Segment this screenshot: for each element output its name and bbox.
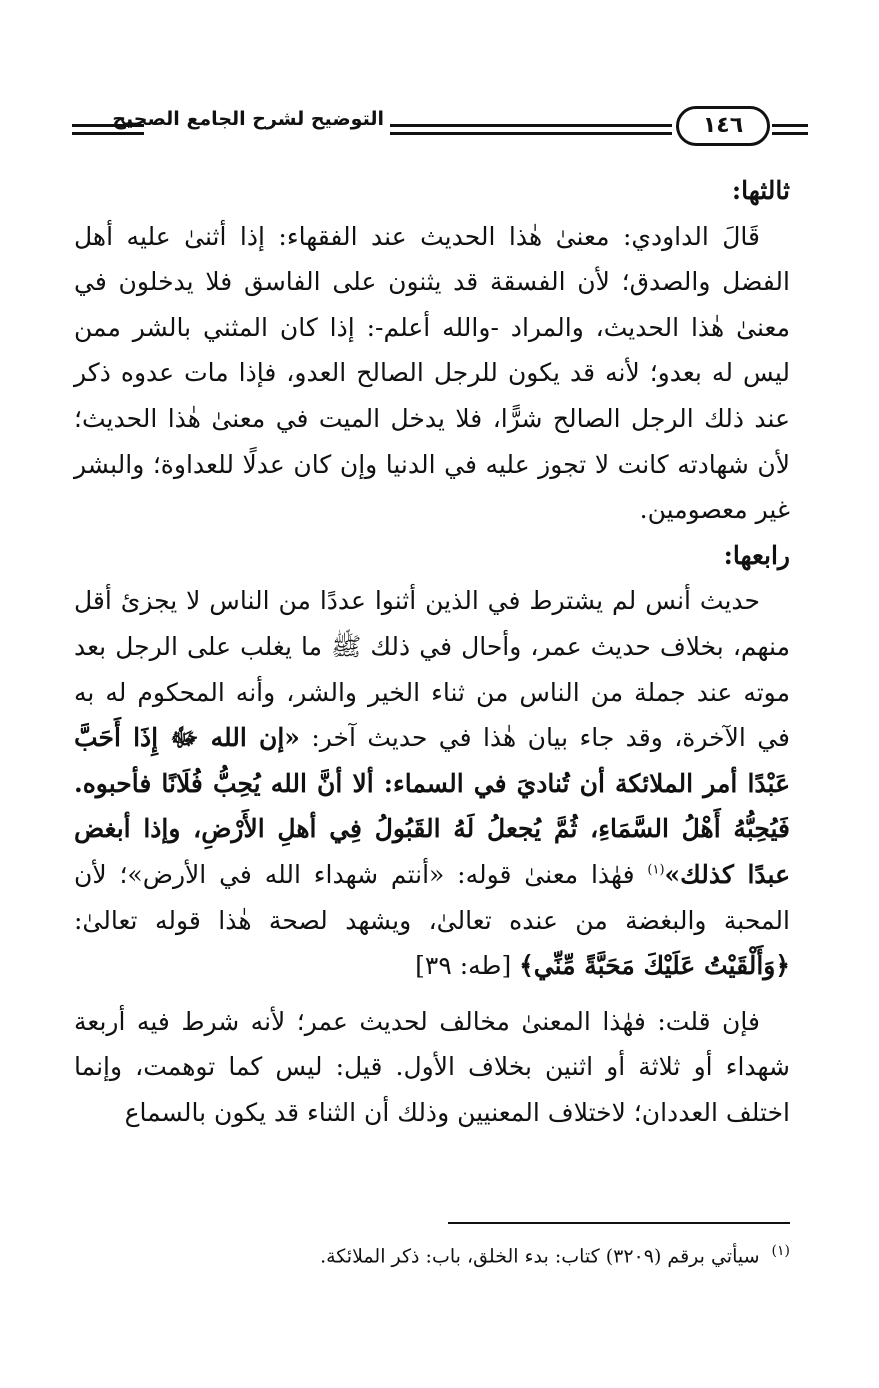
section-heading-fourth: رابعها:	[723, 540, 790, 570]
paragraph-text: فهٰذا معنىٰ قوله:	[444, 859, 648, 889]
hadith-quote: «إن الله ﷻ إِذَا أَحَبَّ عَبْدًا أمر الملائكة أن تُناديَ في السماء: ألا أنَّ الله يُحِبُّ فُلَانًا فأحبوه. فَيُحِبُّهُ أَهْلُ السَّمَاءِ، ثُمَّ يُجعلُ لَهُ القَبُولُ فِي أهلِ الأَرْضِ، وإذا أبغض عبدًا كذلك»	[74, 723, 790, 889]
header-rule	[390, 132, 672, 135]
paragraph-objection: فإن قلت: فهٰذا المعنىٰ مخالف لحديث عمر؛ لأنه شرط فيه أربعة شهداء أو ثلاثة أو اثنين بخلاف الأول. قيل: ليس كما توهمت، وإنما اختلف العددان؛ لاختلاف المعنيين وذلك أن الثناء قد يكون بالسماع	[74, 1006, 790, 1127]
verse-reference: [طه: ٣٩]	[415, 951, 520, 981]
running-title: التوضيح لشرح الجامع الصحيح	[112, 108, 384, 130]
header-rule	[772, 132, 808, 135]
page-number: ١٤٦	[676, 106, 770, 146]
footnote-separator	[448, 1222, 790, 1224]
main-text	[74, 168, 790, 1135]
paragraph-dawoodi: قَالَ الداودي: معنىٰ هٰذا الحديث عند الفقهاء: إذا أثنىٰ عليه أهل الفضل والصدق؛ لأن الفسقة قد يثنون على الفاسق فلا يدخلون في معنىٰ هٰذا الحديث، والمراد -والله أعلم-: إذا كان المثني بالشر ممن ليس له بعدو؛ لأنه قد يكون للرجل الصالح العدو، فإذا مات عدوه ذكر عند ذلك الرجل الصالح شرًّا، فلا يدخل الميت في معنىٰ هٰذا الحديث؛ لأن شهادته كانت لا تجوز عليه في الدنيا وإن كان عدلًا للعداوة؛ والبشر غير معصومين.	[74, 221, 790, 525]
paragraph-anas-hadith	[74, 578, 790, 988]
paragraph-gap	[74, 989, 790, 999]
footnote-text: سيأتي برقم (٣٢٠٩) كتاب: بدء الخلق، باب: ذكر الملائكة.	[320, 1245, 760, 1268]
hadith-quote: «أنتم شهداء الله في الأرض»	[127, 859, 445, 889]
paragraph-text: حديث أنس لم يشترط في الذين أثنوا عددًا من الناس لا يجزئ أقل منهم، بخلاف حديث عمر، وأحال في ذلك ﷺ ما يغلب على الرجل بعد موته عند جملة من الناس من ثناء الخير والشر، وأنه المحكوم له به في الآخرة، وقد جاء بيان هٰذا في حديث آخر:	[74, 586, 790, 753]
quran-verse: ﴿وَأَلْقَيْتُ عَلَيْكَ مَحَبَّةً مِّنِّي﴾	[519, 951, 790, 981]
header-rule	[390, 124, 672, 127]
paragraph-text: ؛ لأن المحبة والبغضة من عنده تعالىٰ، ويشهد لصحة هٰذا قوله تعالىٰ:	[74, 859, 790, 935]
running-header	[72, 100, 808, 160]
footnote-reference[interactable]: (١)	[647, 862, 665, 878]
header-rule	[72, 132, 144, 135]
footnote	[74, 1236, 790, 1271]
header-rule	[772, 124, 808, 127]
section-heading-third: ثالثها:	[731, 176, 790, 205]
footnote-mark: (١)	[771, 1243, 790, 1259]
